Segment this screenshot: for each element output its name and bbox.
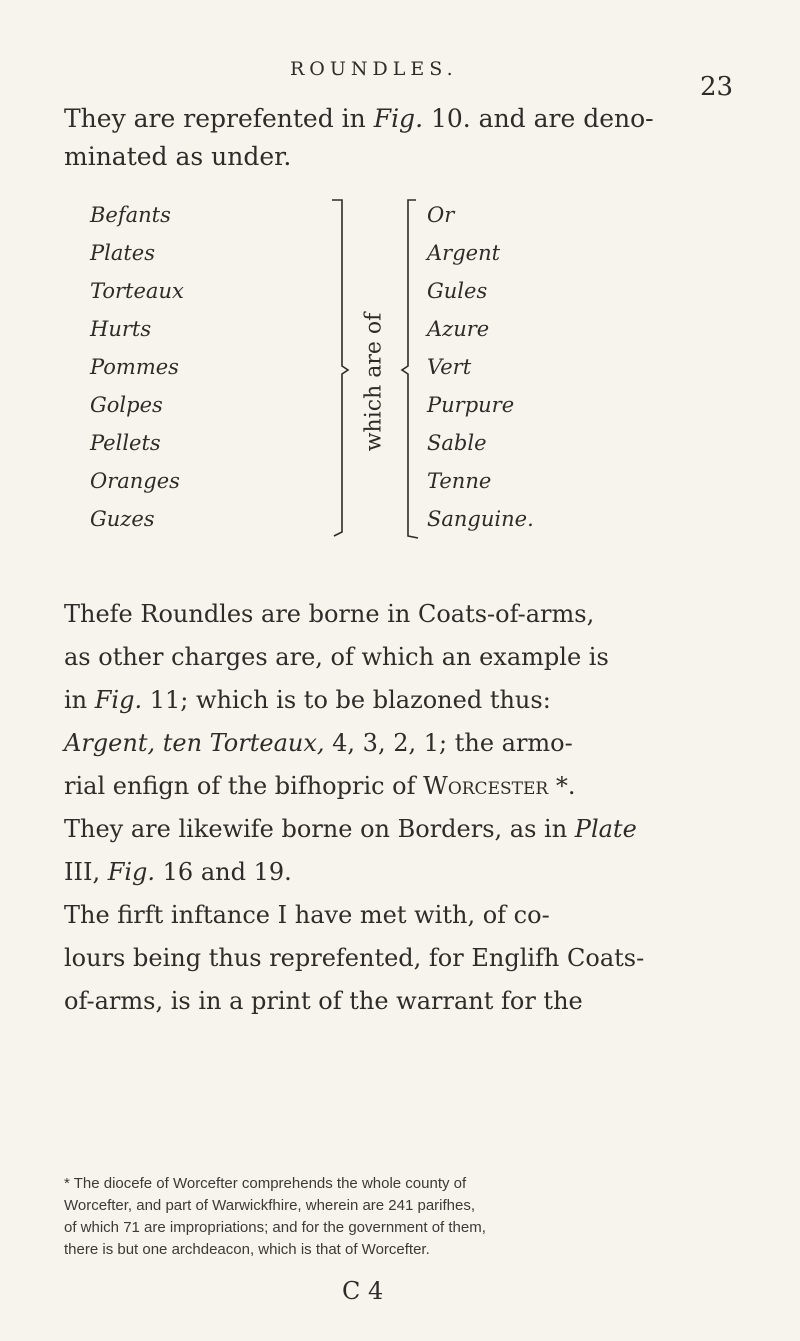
footnote-line: * The diocefe of Worcefter comprehends the whole county of bbox=[64, 1175, 467, 1192]
roundle-name: Golpes bbox=[90, 393, 163, 417]
paragraph bbox=[64, 894, 764, 1023]
text-run: 16 and 19. bbox=[155, 858, 292, 886]
text-line bbox=[64, 851, 764, 894]
footnote-line: Worcefter, and part of Warwickfhire, wherein are 241 parifhes, bbox=[64, 1197, 476, 1214]
text-run: Argent, ten Torteaux, bbox=[64, 729, 325, 757]
tincture-name: Or bbox=[427, 203, 455, 227]
tincture-name: Azure bbox=[427, 317, 490, 341]
footnote bbox=[64, 1173, 774, 1261]
footnote-line: of which 71 are impropriations; and for the government of them, bbox=[64, 1219, 486, 1236]
tincture-name: Argent bbox=[427, 241, 501, 265]
text-line bbox=[64, 765, 764, 808]
roundles-list bbox=[90, 196, 184, 538]
which-are-of-label: which are of bbox=[361, 312, 387, 452]
roundle-name: Hurts bbox=[90, 317, 152, 341]
text-run: III, bbox=[64, 858, 108, 886]
text-run: rial enfign of the bifhopric of bbox=[64, 772, 424, 800]
text-run: *. bbox=[548, 772, 576, 800]
page-number: 23 bbox=[700, 72, 734, 102]
tinctures-list bbox=[427, 196, 534, 538]
text-run: Worcester bbox=[423, 772, 549, 800]
roundle-name: Pommes bbox=[90, 355, 179, 379]
tincture-name: Vert bbox=[427, 355, 472, 379]
tincture-name: Gules bbox=[427, 279, 488, 303]
text-run: Thefe Roundles are borne in Coats-of-arms, bbox=[64, 600, 595, 628]
tincture-name: Purpure bbox=[427, 393, 515, 417]
tincture-name: Sable bbox=[427, 431, 487, 455]
intro-text bbox=[64, 100, 754, 176]
text-run: of-arms, is in a print of the warrant for the bbox=[64, 987, 583, 1015]
text-line bbox=[64, 894, 764, 937]
roundle-name: Oranges bbox=[90, 469, 180, 493]
text-line bbox=[64, 679, 764, 722]
running-title: ROUNDLES. bbox=[290, 58, 458, 80]
text-run: They are likewife borne on Borders, as in bbox=[64, 815, 575, 843]
right-bracket bbox=[402, 200, 418, 538]
text-line bbox=[64, 980, 764, 1023]
tincture-name: Sanguine. bbox=[427, 507, 534, 531]
text-run: Fig. bbox=[373, 104, 424, 133]
roundle-name: Pellets bbox=[90, 431, 161, 455]
text-run: in bbox=[64, 686, 95, 714]
text-run: 10. and are deno- bbox=[423, 104, 654, 133]
text-line bbox=[64, 937, 764, 980]
text-run: They are reprefented in bbox=[64, 104, 374, 133]
roundle-name: Guzes bbox=[90, 507, 155, 531]
left-bracket bbox=[332, 200, 348, 536]
text-line bbox=[64, 138, 754, 176]
text-line bbox=[64, 722, 764, 765]
text-run: lours being thus reprefented, for Englifh Coats- bbox=[64, 944, 645, 972]
footnote-line: there is but one archdeacon, which is that of Worcefter. bbox=[64, 1241, 430, 1258]
text-line bbox=[64, 808, 764, 851]
roundle-name: Plates bbox=[90, 241, 156, 265]
roundle-name: Torteaux bbox=[90, 279, 184, 303]
text-run: 11; which is to be blazoned thus: bbox=[142, 686, 551, 714]
text-run: 4, 3, 2, 1; the armo- bbox=[324, 729, 573, 757]
text-run: Fig. bbox=[107, 858, 156, 886]
paragraph bbox=[64, 593, 764, 894]
text-run: The firft inftance I have met with, of co- bbox=[64, 901, 550, 929]
roundle-name: Befants bbox=[90, 203, 171, 227]
text-run: as other charges are, of which an example is bbox=[64, 643, 609, 671]
text-run: Plate bbox=[574, 815, 637, 843]
text-line bbox=[64, 100, 754, 138]
text-line bbox=[64, 636, 764, 679]
signature-mark: C 4 bbox=[342, 1277, 384, 1305]
text-run: minated as under. bbox=[64, 142, 292, 171]
tincture-name: Tenne bbox=[427, 469, 492, 493]
text-run: Fig. bbox=[94, 686, 143, 714]
text-line bbox=[64, 593, 764, 636]
